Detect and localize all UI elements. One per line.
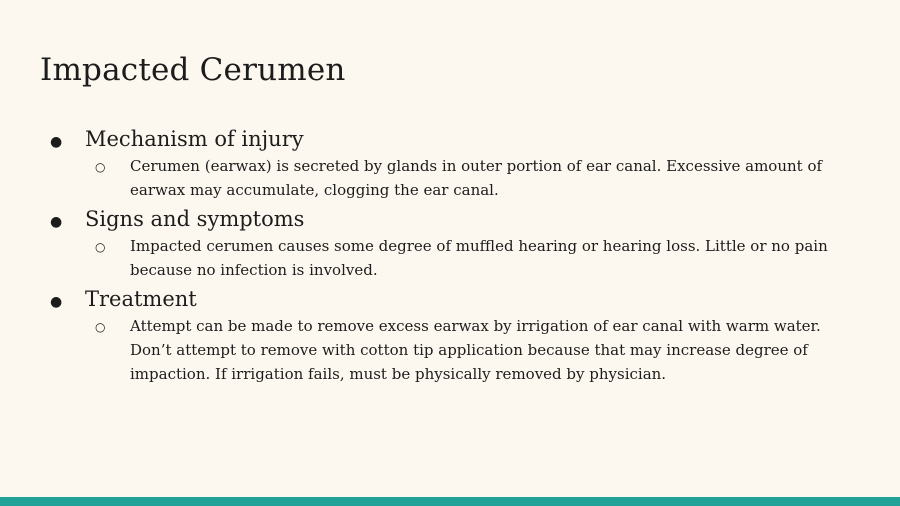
slide-title: Impacted Cerumen bbox=[40, 52, 346, 88]
bullet-heading: Mechanism of injury bbox=[85, 127, 304, 151]
hollow-circle-icon: ○ bbox=[95, 320, 106, 334]
sub-bullet-item bbox=[95, 314, 870, 386]
bullet-item bbox=[40, 204, 870, 234]
hollow-circle-icon: ○ bbox=[95, 160, 106, 174]
sub-bullet-text: Impacted cerumen causes some degree of muffled hearing or hearing loss. Little or no pain because no infection is involved. bbox=[130, 237, 828, 279]
hollow-circle-icon: ○ bbox=[95, 240, 106, 254]
sub-bullet-text: Cerumen (earwax) is secreted by glands in outer portion of ear canal. Excessive amount of earwax may accumulate, clogging the ear canal. bbox=[130, 157, 823, 199]
bullet-heading: Treatment bbox=[85, 287, 197, 311]
footer-accent-bar bbox=[0, 497, 900, 506]
bullet-item bbox=[40, 124, 870, 154]
bullet-dot-icon: ● bbox=[50, 134, 63, 150]
sub-bullet-item bbox=[95, 234, 870, 282]
sub-bullet-text: Attempt can be made to remove excess earwax by irrigation of ear canal with warm water. Don’t attempt to remove with cotton tip application because that may increase degree of impaction. If irrigation fails, must be physically removed by physician. bbox=[130, 317, 821, 383]
slide-content bbox=[40, 122, 870, 386]
bullet-dot-icon: ● bbox=[50, 294, 63, 310]
bullet-item bbox=[40, 284, 870, 314]
bullet-heading: Signs and symptoms bbox=[85, 207, 305, 231]
sub-bullet-item bbox=[95, 154, 870, 202]
bullet-dot-icon: ● bbox=[50, 214, 63, 230]
